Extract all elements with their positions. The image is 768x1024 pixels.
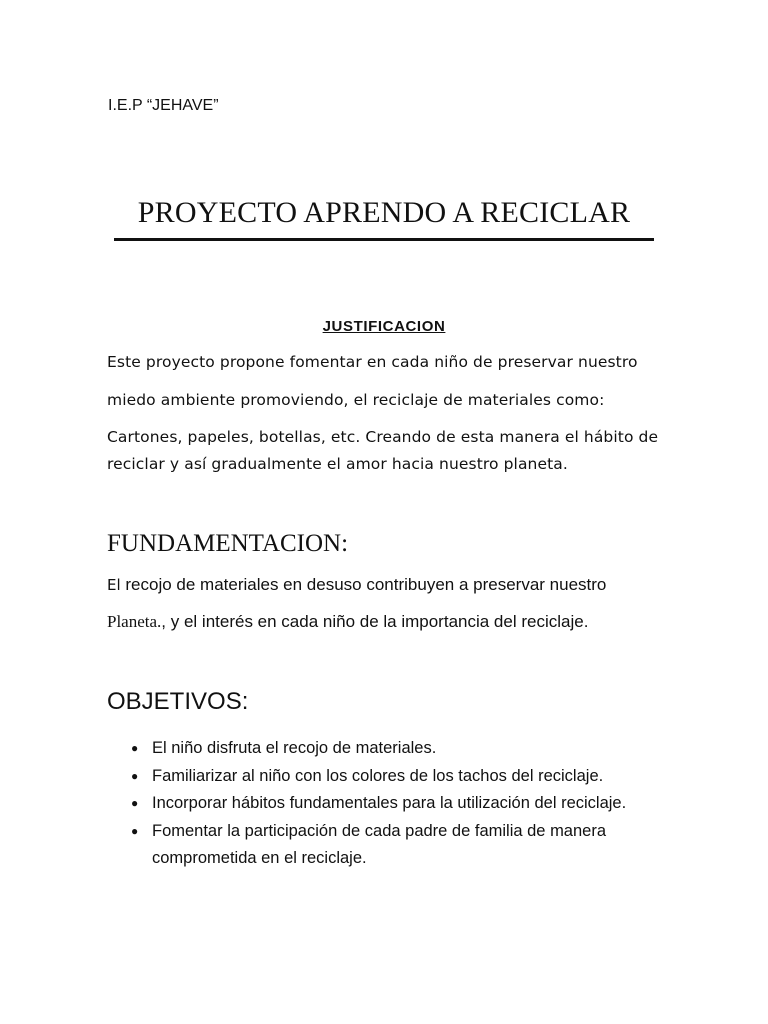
bullet-icon: ● [131,823,139,838]
objetivo-item [131,735,691,763]
document-title: PROYECTO APRENDO A RECICLAR [137,196,631,229]
objetivos-heading: OBJETIVOS: [107,688,249,715]
bullet-icon: ● [131,741,139,755]
objetivos-list [131,735,691,873]
title-underline [114,238,654,241]
school-name: I.E.P “JEHAVE” [108,97,219,114]
bullet-icon: ● [131,796,139,810]
objetivo-item [131,790,691,818]
fundamentacion-line1-prefix: El [107,576,121,594]
objetivo-text: El niño disfruta el recojo de materiales. [152,739,437,757]
fundamentacion-line2-text: , y el interés en cada niño de la importancia del reciclaje. [161,612,589,631]
fundamentacion-line1-text: recojo de materiales en desuso contribuyen a preservar nuestro [120,575,607,594]
objetivo-item [131,818,691,873]
objetivo-text: Fomentar la participación de cada padre de familia de manera comprometida en el reciclaje. [152,821,607,867]
bullet-icon: ● [131,768,139,783]
fundamentacion-line [107,575,606,595]
justificacion-line: miedo ambiente promoviendo, el reciclaje de materiales como: [107,391,605,409]
fundamentacion-heading: FUNDAMENTACION: [107,530,349,557]
justificacion-line: reciclar y así gradualmente el amor hacia nuestro planeta. [107,455,568,473]
justificacion-line: Este proyecto propone fomentar en cada niño de preservar nuestro [107,353,638,371]
fundamentacion-line2-prefix: Planeta. [107,612,162,631]
justificacion-line: Cartones, papeles, botellas, etc. Creando de esta manera el hábito de [107,428,659,446]
justificacion-heading: JUSTIFICACION [322,318,446,335]
objetivo-text: Familiarizar al niño con los colores de los tachos del reciclaje. [152,766,604,785]
fundamentacion-line [107,612,588,632]
objetivo-text: Incorporar hábitos fundamentales para la utilización del reciclaje. [152,794,627,812]
objetivo-item [131,763,691,791]
